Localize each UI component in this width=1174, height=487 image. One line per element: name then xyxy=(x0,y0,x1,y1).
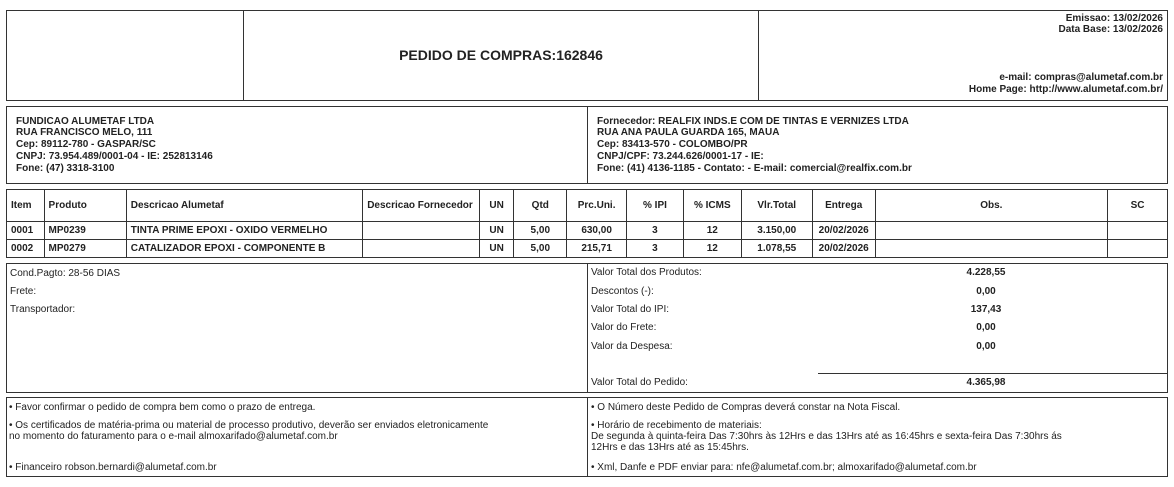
supplier-address: RUA ANA PAULA GUARDA 165, MAUA xyxy=(597,127,780,138)
table-cell xyxy=(875,222,1107,240)
supplier-contact: Fone: (41) 4136-1185 - Contato: - E-mail: comercial@realfix.com.br xyxy=(597,163,912,174)
table-cell: 215,71 xyxy=(567,240,627,258)
table-cell: MP0239 xyxy=(44,222,126,240)
table-cell: 3.150,00 xyxy=(741,222,812,240)
order-total-row xyxy=(591,374,1166,392)
header-divider-right xyxy=(758,10,759,101)
total-products-row xyxy=(591,264,1166,282)
note-receiving-line1: De segunda à quinta-feira Das 7:30hrs às 12Hrs e das 13Hrs até as 16:45hrs e sexta-feira Das 7:30hrs ás xyxy=(591,431,1062,442)
buyer-name: FUNDICAO ALUMETAF LTDA xyxy=(16,116,155,127)
order-total-value: 4.365,98 xyxy=(966,377,1006,388)
table-cell: 0002 xyxy=(7,240,45,258)
summary-divider xyxy=(587,263,588,393)
discounts-value: 0,00 xyxy=(976,286,996,297)
table-row xyxy=(7,240,1168,258)
ipi-value: 137,43 xyxy=(970,304,1002,315)
col-header: Item xyxy=(7,190,45,222)
table-cell: UN xyxy=(479,240,514,258)
page-title: PEDIDO DE COMPRAS:162846 xyxy=(399,47,603,63)
carrier-label: Transportador: xyxy=(10,304,76,315)
supplier-cep: Cep: 83413-570 - COLOMBO/PR xyxy=(597,139,748,150)
col-header: Entrega xyxy=(812,190,875,222)
parties-divider xyxy=(587,106,588,184)
header-email: e-mail: compras@alumetaf.com.br xyxy=(999,72,1163,83)
table-cell: 3 xyxy=(627,222,684,240)
table-cell: 0001 xyxy=(7,222,45,240)
supplier-cnpj: CNPJ/CPF: 73.244.626/0001-17 - IE: xyxy=(597,151,764,162)
note-financial: • Financeiro robson.bernardi@alumetaf.com.br xyxy=(9,462,217,473)
col-header: % ICMS xyxy=(683,190,741,222)
table-cell xyxy=(363,240,480,258)
discounts-row xyxy=(591,283,1166,301)
notes-divider xyxy=(587,397,588,477)
note-certificates-line2: no momento do faturamento para o e-mail almoxarifado@alumetaf.com.br xyxy=(9,431,338,442)
supplier-name: Fornecedor: REALFIX INDS.E COM DE TINTAS E VERNIZES LTDA xyxy=(597,116,909,127)
buyer-cnpj: CNPJ: 73.954.489/0001-04 - IE: 252813146 xyxy=(16,151,213,162)
table-cell: 630,00 xyxy=(567,222,627,240)
col-header: Descricao Fornecedor xyxy=(363,190,480,222)
expense-row xyxy=(591,338,1166,356)
note-invoice-number: • O Número deste Pedido de Compras deverá constar na Nota Fiscal. xyxy=(591,402,901,413)
note-certificates-line1: • Os certificados de matéria-prima ou material de processo produtivo, deverão ser enviados eletronicamente xyxy=(9,420,489,431)
col-header: SC xyxy=(1108,190,1168,222)
ipi-label: Valor Total do IPI: xyxy=(591,304,670,315)
col-header: Descricao Alumetaf xyxy=(126,190,362,222)
header-homepage: Home Page: http://www.alumetaf.com.br/ xyxy=(968,84,1163,95)
note-confirm-order: • Favor confirmar o pedido de compra bem como o prazo de entrega. xyxy=(9,402,316,413)
table-cell: 3 xyxy=(627,240,684,258)
order-total-label: Valor Total do Pedido: xyxy=(591,377,688,388)
freight-value-label: Valor do Frete: xyxy=(591,322,657,333)
col-header: Produto xyxy=(44,190,126,222)
col-header: Qtd xyxy=(514,190,567,222)
note-receiving-title: • Horário de recebimento de materiais: xyxy=(591,420,762,431)
issue-date: Emissao: 13/02/2026 xyxy=(1065,13,1163,24)
table-cell: 20/02/2026 xyxy=(812,240,875,258)
col-header: Prc.Uni. xyxy=(567,190,627,222)
ipi-row xyxy=(591,301,1166,319)
freight-label: Frete: xyxy=(10,286,37,297)
table-cell xyxy=(875,240,1107,258)
note-receiving-line2: 12Hrs e das 13Hrs até as 15:45hrs. xyxy=(591,442,749,453)
table-cell: 12 xyxy=(683,240,741,258)
table-cell: 12 xyxy=(683,222,741,240)
buyer-phone: Fone: (47) 3318-3100 xyxy=(16,163,115,174)
table-cell: 5,00 xyxy=(514,240,567,258)
table-row xyxy=(7,222,1168,240)
table-cell: 1.078,55 xyxy=(741,240,812,258)
note-xml: • Xml, Danfe e PDF enviar para: nfe@alumetaf.com.br; almoxarifado@alumetaf.com.br xyxy=(591,462,977,473)
expense-value: 0,00 xyxy=(976,341,996,352)
total-products-label: Valor Total dos Produtos: xyxy=(591,267,702,278)
table-cell xyxy=(1108,240,1168,258)
table-cell: TINTA PRIME EPOXI - OXIDO VERMELHO xyxy=(126,222,362,240)
table-cell: UN xyxy=(479,222,514,240)
table-cell: 5,00 xyxy=(514,222,567,240)
col-header: % IPI xyxy=(627,190,684,222)
col-header: Obs. xyxy=(875,190,1107,222)
base-date: Data Base: 13/02/2026 xyxy=(1058,24,1163,35)
payment-condition: Cond.Pagto: 28-56 DIAS xyxy=(10,268,121,279)
table-cell: MP0279 xyxy=(44,240,126,258)
discounts-label: Descontos (-): xyxy=(591,286,654,297)
total-products-value: 4.228,55 xyxy=(966,267,1006,278)
freight-value: 0,00 xyxy=(976,322,996,333)
buyer-address: RUA FRANCISCO MELO, 111 xyxy=(16,127,153,138)
col-header: UN xyxy=(479,190,514,222)
expense-label: Valor da Despesa: xyxy=(591,341,673,352)
table-cell: 20/02/2026 xyxy=(812,222,875,240)
buyer-cep: Cep: 89112-780 - GASPAR/SC xyxy=(16,139,156,150)
table-cell xyxy=(363,222,480,240)
items-table xyxy=(6,189,1168,258)
col-header: Vlr.Total xyxy=(741,190,812,222)
freight-value-row xyxy=(591,319,1166,337)
table-cell: CATALIZADOR EPOXI - COMPONENTE B xyxy=(126,240,362,258)
table-cell xyxy=(1108,222,1168,240)
table-header-row xyxy=(7,190,1168,222)
